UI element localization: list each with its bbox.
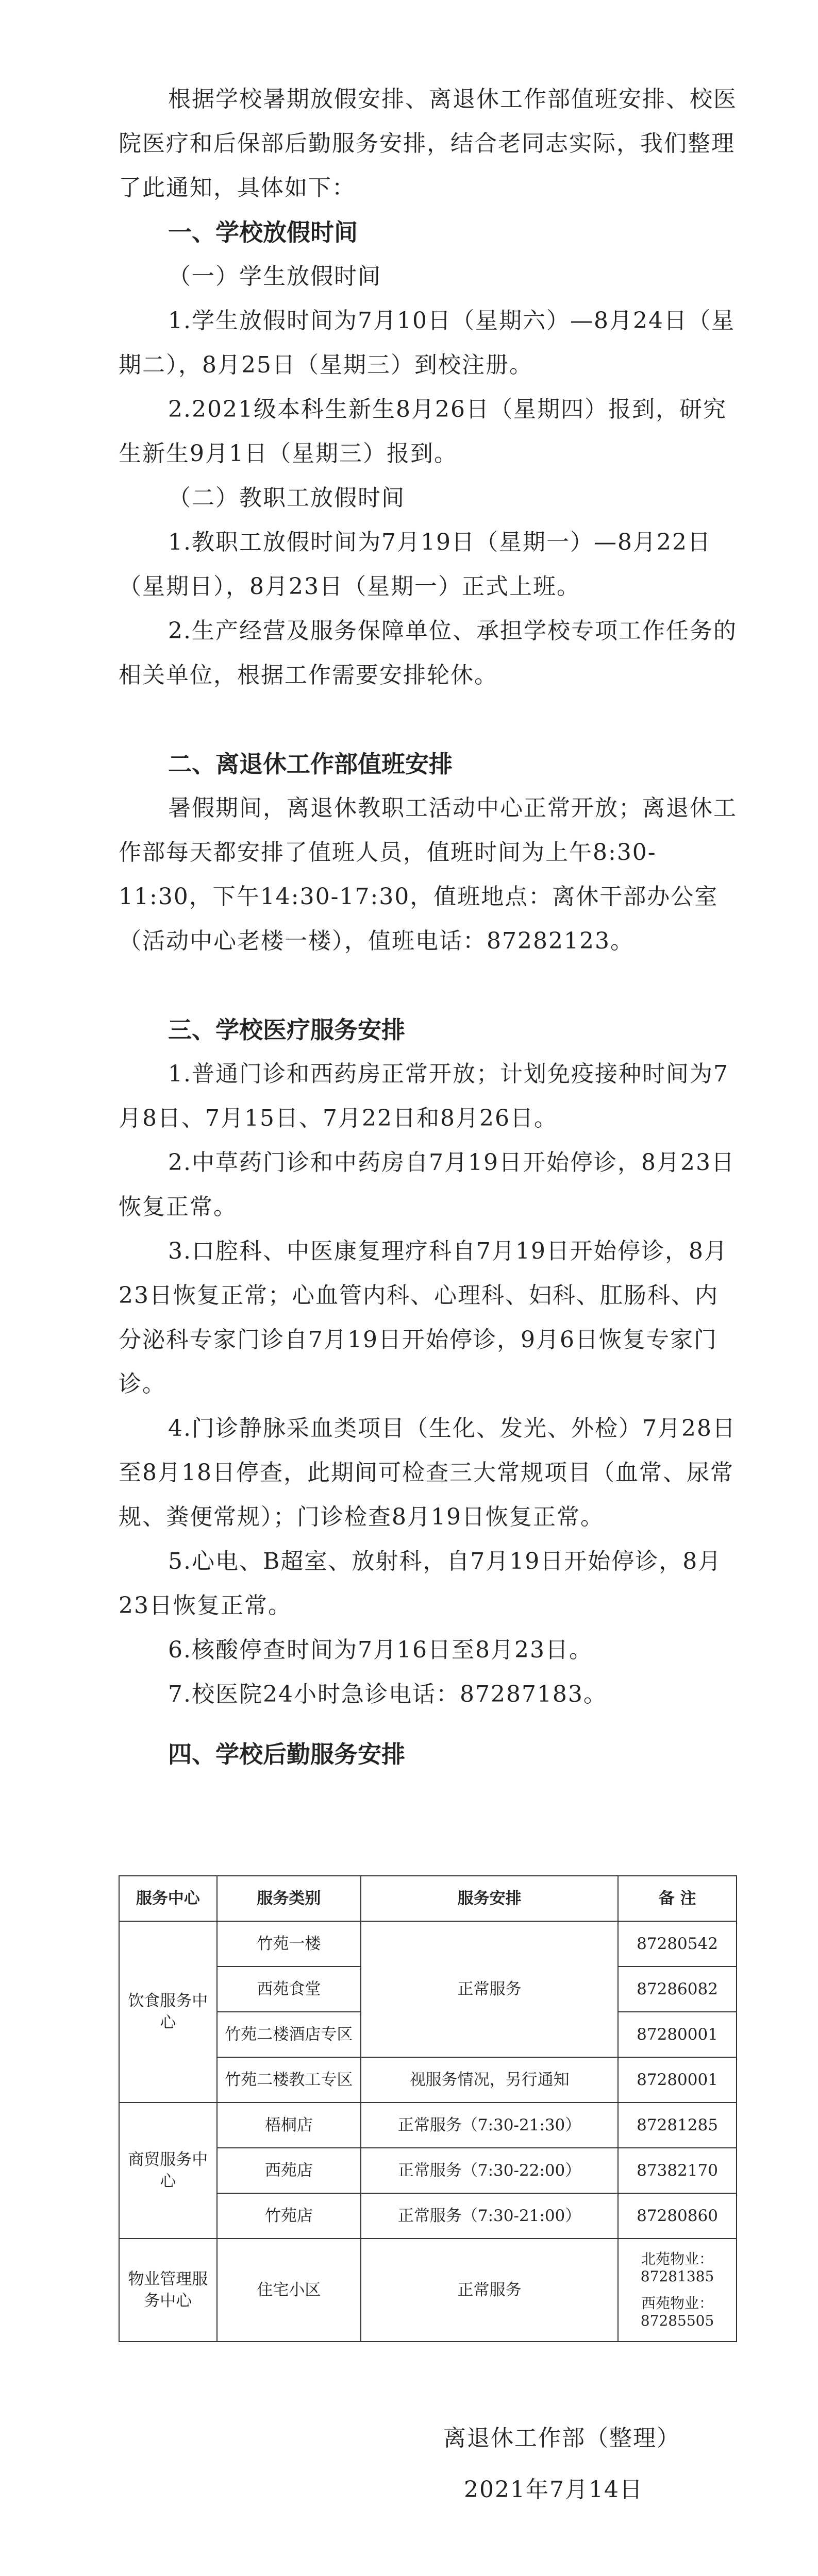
table-cell-arrangement: 正常服务（7:30-22:00） xyxy=(361,2148,618,2193)
table-cell-note: 87280001 xyxy=(618,2012,737,2057)
medical-item-4: 4.门诊静脉采血类项目（生化、发光、外检）7月28日至8月18日停查，此期间可检查三大常规项目（血常、尿常规、粪便常规）；门诊检查8月19日恢复正常。 xyxy=(119,1415,736,1530)
section-1-title: 一、学校放假时间 xyxy=(168,218,358,246)
header-note: 备 注 xyxy=(618,1876,737,1921)
section-4-title: 四、学校后勤服务安排 xyxy=(168,1740,405,1768)
signature-date: 2021年7月14日 xyxy=(464,2477,643,2503)
table-cell-note: 87280860 xyxy=(618,2193,737,2239)
medical-item-3: 3.口腔科、中医康复理疗科自7月19日开始停诊，8月23日恢复正常；心血管内科、心理科、妇科、肛肠科、内分泌科专家门诊自7月19日开始停诊，9月6日恢复专家门诊。 xyxy=(119,1238,728,1397)
catering-arrangement: 正常服务 xyxy=(361,1921,618,2057)
table-cell-category: 住宅小区 xyxy=(217,2239,361,2342)
table-cell-category: 西苑店 xyxy=(217,2148,361,2193)
header-arrangement: 服务安排 xyxy=(361,1876,618,1921)
student-holiday-item-1: 1.学生放假时间为7月10日（星期六）—8月24日（星期二），8月25日（星期三）到校注册。 xyxy=(119,308,735,378)
intro-paragraph: 根据学校暑期放假安排、离退休工作部值班安排、校医院医疗和后保部后勤服务安排，结合老同志实际，我们整理了此通知，具体如下： xyxy=(119,86,737,201)
logistics-service-table xyxy=(119,1875,737,2342)
table-cell-category: 竹苑一楼 xyxy=(217,1921,361,1967)
property-center: 物业管理服务中心 xyxy=(119,2239,217,2342)
catering-special-arrangement: 视服务情况，另行通知 xyxy=(361,2057,618,2103)
table-row xyxy=(119,1921,737,1967)
duty-paragraph: 暑假期间，离退休教职工活动中心正常开放；离退休工作部每天都安排了值班人员，值班时间为上午8:30-11:30，下午14:30-17:30，值班地点：离休干部办公室（活动中心老楼一楼），值班电话：87282123。 xyxy=(119,795,737,954)
table-cell-category: 竹苑店 xyxy=(217,2193,361,2239)
medical-item-1: 1.普通门诊和西药房正常开放；计划免疫接种时间为7月8日、7月15日、7月22日和8月26日。 xyxy=(119,1061,729,1131)
medical-item-6: 6.核酸停查时间为7月16日至8月23日。 xyxy=(168,1637,593,1663)
table-cell-category: 梧桐店 xyxy=(217,2103,361,2148)
student-holiday-item-2: 2.2021级本科生新生8月26日（星期四）报到，研究生新生9月1日（星期三）报到。 xyxy=(119,396,727,467)
section-3-title: 三、学校医疗服务安排 xyxy=(168,1016,405,1044)
property-note-west: 西苑物业：87285505 xyxy=(640,2295,714,2329)
catering-center: 饮食服务中心 xyxy=(119,1921,217,2103)
notice-body xyxy=(119,77,737,1776)
table-cell-note: 87280542 xyxy=(618,1921,737,1967)
table-cell-note: 87280001 xyxy=(618,2057,737,2103)
table-cell-arrangement: 正常服务 xyxy=(361,2239,618,2342)
medical-item-7: 7.校医院24小时急诊电话：87287183。 xyxy=(168,1681,607,1707)
table-row xyxy=(119,2239,737,2342)
property-note-north: 北苑物业：87281385 xyxy=(640,2250,714,2285)
section-2-title: 二、离退休工作部值班安排 xyxy=(168,750,453,778)
table-cell-arrangement: 正常服务（7:30-21:00） xyxy=(361,2193,618,2239)
table-cell-category: 竹苑二楼教工专区 xyxy=(217,2057,361,2103)
table-cell-category: 西苑食堂 xyxy=(217,1967,361,2012)
staff-holiday-item-1: 1.教职工放假时间为7月19日（星期一）—8月22日（星期日），8月23日（星期一）正式上班。 xyxy=(119,529,711,600)
header-category: 服务类别 xyxy=(217,1876,361,1921)
medical-item-2: 2.中草药门诊和中药房自7月19日开始停诊，8月23日恢复正常。 xyxy=(119,1149,735,1220)
student-holiday-subtitle: （一）学生放假时间 xyxy=(168,263,381,290)
table-cell-note: 87382170 xyxy=(618,2148,737,2193)
commerce-center: 商贸服务中心 xyxy=(119,2103,217,2239)
table-cell-arrangement: 正常服务（7:30-21:30） xyxy=(361,2103,618,2148)
staff-holiday-item-2: 2.生产经营及服务保障单位、承担学校专项工作任务的相关单位，根据工作需要安排轮休。 xyxy=(119,618,737,688)
table-row xyxy=(119,2103,737,2148)
property-note xyxy=(618,2239,737,2342)
header-center: 服务中心 xyxy=(119,1876,217,1921)
signature-department: 离退休工作部（整理） xyxy=(443,2425,680,2451)
table-cell-note: 87281285 xyxy=(618,2103,737,2148)
table-cell-category: 竹苑二楼酒店专区 xyxy=(217,2012,361,2057)
table-header-row xyxy=(119,1876,737,1921)
staff-holiday-subtitle: （二）教职工放假时间 xyxy=(168,485,405,511)
table-cell-note: 87286082 xyxy=(618,1967,737,2012)
medical-item-5: 5.心电、B超室、放射科，自7月19日开始停诊，8月23日恢复正常。 xyxy=(119,1548,722,1619)
